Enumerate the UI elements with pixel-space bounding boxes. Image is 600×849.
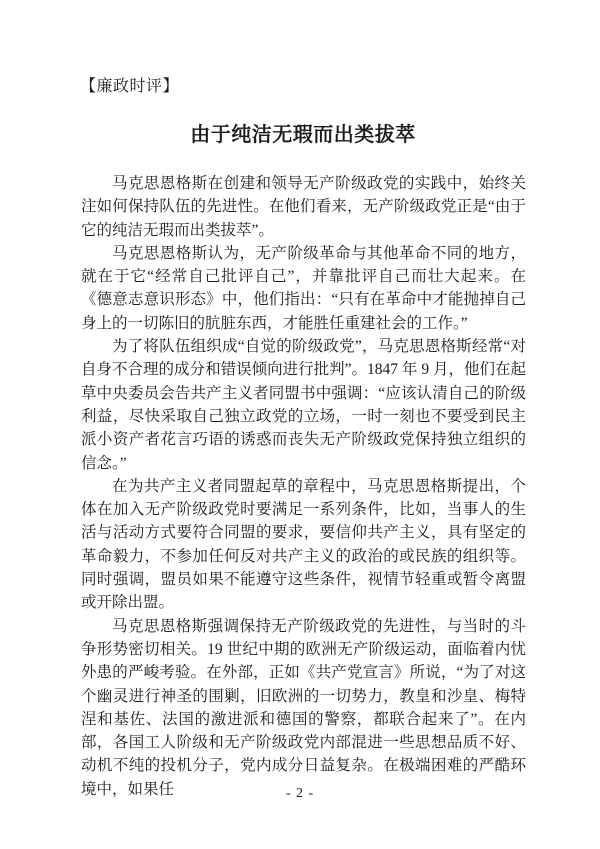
article-paragraph: 马克思恩格斯在创建和领导无产阶级政党的实践中，始终关注如何保持队伍的先进性。在他们看来，无产阶级政党正是“由于它的纯洁无瑕而出类拔萃”。: [81, 175, 526, 239]
article-title: 由于纯洁无瑕而出类拔萃: [190, 124, 416, 146]
article-paragraph: 在为共产主义者同盟起草的章程中，马克思恩格斯提出，个体在加入无产阶级政党时要满足一系列条件，比如，当事人的生活与活动方式要符合同盟的要求，要信仰共产主义，具有坚定的革命毅力，不参加任何反对共产主义的政治的或民族的组织等。同时强调，盟员如果不能遵守这些条件，视情节轻重或暂令离盟或开除出盟。: [81, 477, 526, 612]
article-paragraph: 马克思恩格斯认为，无产阶级革命与其他革命不同的地方，就在于它“经常自己批评自己”，并靠批评自己而壮大起来。在《德意志意识形态》中，他们指出：“只有在革命中才能抛掉自己身上的一切陈旧的肮脏东西，才能胜任重建社会的工作。”: [81, 244, 526, 332]
article-body: [81, 172, 526, 801]
section-tag: 【廉政时评】: [80, 78, 180, 95]
article-paragraph: 为了将队伍组织成“自觉的阶级政党”，马克思恩格斯经常“对自身不合理的成分和错误倾向进行批判”。1847 年 9 月，他们在起草中央委员会告共产主义者同盟书中强调：“应该认清自己的阶级利益，尽快采取自己独立政党的立场，一时一刻也不要受到民主派小资产者花言巧语的诱惑而丧失无产阶级政党保持独立组织的信念。”: [81, 338, 526, 472]
article-paragraph: 马克思恩格斯强调保持无产阶级政党的先进性，与当时的斗争形势密切相关。19 世纪中期的欧洲无产阶级运动，面临着内忧外患的严峻考验。在外部，正如《共产党宣言》所说，“为了对这个幽灵进行神圣的围剿，旧欧洲的一切势力，教皇和沙皇、梅特涅和基佐、法国的激进派和德国的警察，都联合起来了”。在内部，各国工人阶级和无产阶级政党内部混进一些思想品质不好、动机不纯的投机分子，党内成分日益复杂。在极端困难的严酷环境中，如果任: [81, 617, 526, 798]
page-number: - 2 -: [285, 786, 315, 801]
